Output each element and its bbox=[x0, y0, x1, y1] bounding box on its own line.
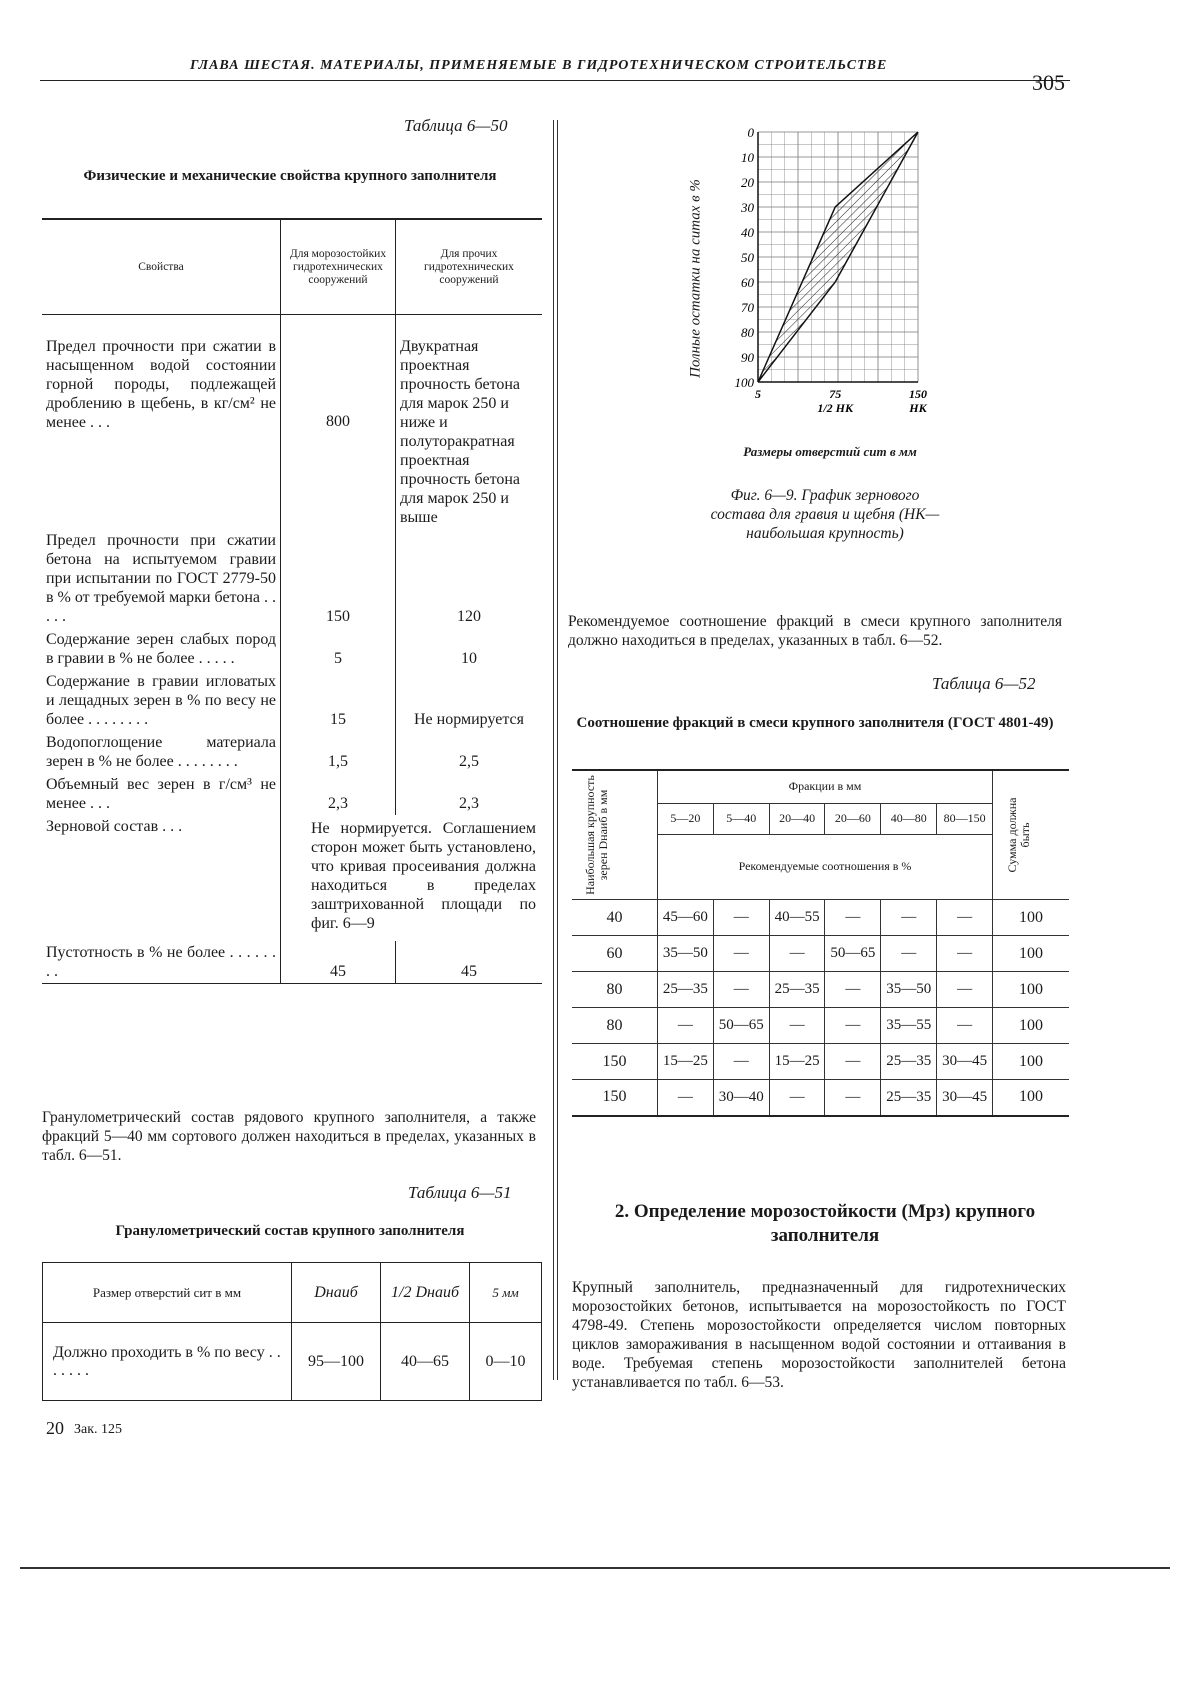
table52-cell: 35—50 bbox=[881, 972, 937, 1008]
table51-header-dmax: Dнаиб bbox=[292, 1263, 381, 1323]
table50-prop: Пустотность в % не более . . . . . . . . bbox=[42, 941, 281, 984]
table52-cell: 25—35 bbox=[881, 1044, 937, 1080]
table52-cell: — bbox=[881, 900, 937, 936]
table-row bbox=[572, 972, 1069, 1008]
table52-cell: 30—45 bbox=[937, 1080, 993, 1116]
x-tick-label: 150 bbox=[909, 387, 927, 401]
table52-cell: 25—35 bbox=[881, 1080, 937, 1116]
footer-order: Зак. 125 bbox=[74, 1422, 123, 1437]
header-rule bbox=[40, 80, 1070, 81]
table52-cell: 25—35 bbox=[769, 972, 825, 1008]
table50-prop: Зерновой состав . . . bbox=[42, 815, 281, 941]
table52-header-dmax: Наибольшая крупность зерен Dнаиб в мм bbox=[583, 775, 610, 895]
table52-sum: 100 bbox=[993, 972, 1070, 1008]
table52-cell: 35—55 bbox=[881, 1008, 937, 1044]
table52-cell: — bbox=[658, 1008, 714, 1044]
table52-cell: — bbox=[825, 1044, 881, 1080]
table-row bbox=[572, 900, 1069, 936]
table50-value-b: 45 bbox=[396, 941, 543, 984]
table-row bbox=[572, 1080, 1069, 1116]
table52-sum: 100 bbox=[993, 936, 1070, 972]
table-row bbox=[42, 773, 542, 815]
table50-header-frost: Для морозостойких гидротехнических сооружений bbox=[281, 219, 396, 315]
table50-value-b: 10 bbox=[461, 650, 477, 667]
table52-cell: 50—65 bbox=[825, 936, 881, 972]
table52-header-sum: Сумма должна быть bbox=[1005, 797, 1032, 873]
table50-value-a: 800 bbox=[281, 315, 396, 530]
table52-dmax: 80 bbox=[572, 1008, 658, 1044]
bottom-rule bbox=[20, 1567, 1170, 1569]
table52-cell: — bbox=[937, 1008, 993, 1044]
table52 bbox=[572, 769, 1069, 1117]
table52-cell: — bbox=[769, 936, 825, 972]
table52-cell: 15—25 bbox=[658, 1044, 714, 1080]
table-row bbox=[572, 1044, 1069, 1080]
table-row bbox=[42, 628, 542, 670]
y-tick-label: 40 bbox=[741, 225, 754, 240]
table52-sum: 100 bbox=[993, 1008, 1070, 1044]
table50-header-prop: Свойства bbox=[42, 219, 281, 315]
table52-dmax: 40 bbox=[572, 900, 658, 936]
table-row bbox=[42, 731, 542, 773]
table52-fraction: 20—40 bbox=[769, 803, 825, 834]
table50-value-a: 5 bbox=[281, 628, 396, 670]
x-axis-title-text: Размеры отверстий сит в мм bbox=[743, 444, 917, 459]
table52-fraction: 5—20 bbox=[658, 803, 714, 834]
table52-cell: — bbox=[825, 972, 881, 1008]
column-divider bbox=[553, 120, 558, 1380]
y-tick-label: 90 bbox=[741, 350, 754, 365]
table52-cell: — bbox=[825, 900, 881, 936]
table-row bbox=[42, 815, 542, 941]
paragraph-granulometry: Гранулометрический состав рядового крупного заполнителя, а также фракций 5—40 мм сортового должен находиться в пределах, указанных в табл. 6—51. bbox=[42, 1109, 536, 1164]
y-tick-label: 100 bbox=[734, 375, 754, 390]
page-number: 305 bbox=[1032, 70, 1065, 95]
table52-body bbox=[572, 900, 1069, 1116]
table52-cell: — bbox=[825, 1008, 881, 1044]
table-row bbox=[572, 1008, 1069, 1044]
table51-cell: 95—100 bbox=[292, 1323, 381, 1401]
table52-caption: Таблица 6—52 bbox=[932, 674, 1036, 693]
table52-dmax: 80 bbox=[572, 972, 658, 1008]
table51-row-label: Должно проходить в % по весу . . . . . . . bbox=[43, 1323, 292, 1401]
table52-fraction: 5—40 bbox=[713, 803, 769, 834]
y-tick-label: 30 bbox=[741, 200, 754, 215]
x-tick-label: 1/2 НК bbox=[817, 401, 854, 415]
table-row bbox=[42, 529, 542, 628]
x-tick-label: НК bbox=[909, 401, 927, 415]
table52-sum: 100 bbox=[993, 1080, 1070, 1116]
table51-title: Гранулометрический состав крупного заполнителя bbox=[115, 1223, 465, 1239]
table-row bbox=[42, 670, 542, 731]
running-head: ГЛАВА ШЕСТАЯ. МАТЕРИАЛЫ, ПРИМЕНЯЕМЫЕ В ГИДРОТЕХНИЧЕСКОМ СТРОИТЕЛЬСТВЕ bbox=[190, 58, 888, 73]
x-tick-label: 5 bbox=[755, 387, 761, 401]
table50-prop: Предел прочности при сжатии в насыщенном водой состоянии горной породы, подлежащей дроблению в щебень, в кг/см² не менее . . . bbox=[42, 315, 281, 530]
table50-prop: Содержание в гравии игловатых и лещадных зерен в % по весу не более . . . . . . . . bbox=[42, 670, 281, 731]
table50-value-merged: Не нормируется. Соглашением сторон может быть установлено, что кривая просеивания должна находиться в пределах заштрихованной площади по фиг. 6—9 bbox=[311, 820, 536, 932]
table-row bbox=[42, 941, 542, 984]
table52-cell: 45—60 bbox=[658, 900, 714, 936]
table52-cell: 30—45 bbox=[937, 1044, 993, 1080]
table52-fraction: 80—150 bbox=[937, 803, 993, 834]
table52-header-sum-cell bbox=[993, 770, 1070, 900]
table50-value-a: 2,3 bbox=[281, 773, 396, 815]
table51-cell: 40—65 bbox=[381, 1323, 470, 1401]
footer-sheet: 20 bbox=[46, 1418, 64, 1438]
y-tick-label: 50 bbox=[741, 250, 754, 265]
table52-fraction: 20—60 bbox=[825, 803, 881, 834]
table50-header-other: Для прочих гидротехнических сооружений bbox=[396, 219, 543, 315]
table52-cell: 30—40 bbox=[713, 1080, 769, 1116]
table52-fraction: 40—80 bbox=[881, 803, 937, 834]
table-row bbox=[572, 936, 1069, 972]
y-axis-title-wrap bbox=[684, 140, 704, 420]
table52-cell: — bbox=[713, 900, 769, 936]
table51-cell: 0—10 bbox=[470, 1323, 542, 1401]
table50-prop: Объемный вес зерен в г/см³ не менее . . . bbox=[42, 773, 281, 815]
paragraph-fractions: Рекомендуемое соотношение фракций в смеси крупного заполнителя должно находиться в пределах, указанных в табл. 6—52. bbox=[568, 613, 1062, 649]
table52-cell: — bbox=[713, 972, 769, 1008]
y-tick-label: 0 bbox=[747, 125, 754, 140]
table50-prop: Предел прочности при сжатии бетона на испытуемом гравии при испытании по ГОСТ 2779-50 в % от требуемой марки бетона . . . . . bbox=[42, 529, 281, 628]
table-row bbox=[42, 315, 542, 530]
table50-prop: Содержание зерен слабых пород в гравии в % не более . . . . . bbox=[42, 628, 281, 670]
table52-cell: — bbox=[769, 1080, 825, 1116]
y-tick-label: 70 bbox=[741, 300, 754, 315]
table50-value-a: 15 bbox=[281, 670, 396, 731]
table51-header-half-dmax: 1/2 Dнаиб bbox=[381, 1263, 470, 1323]
table52-cell: — bbox=[825, 1080, 881, 1116]
table52-cell: 15—25 bbox=[769, 1044, 825, 1080]
table52-cell: 25—35 bbox=[658, 972, 714, 1008]
table52-dmax: 150 bbox=[572, 1044, 658, 1080]
table52-cell: 35—50 bbox=[658, 936, 714, 972]
y-tick-label: 10 bbox=[741, 150, 754, 165]
x-tick-label: 75 bbox=[829, 387, 842, 401]
paragraph-frost: Крупный заполнитель, предназначенный для гидротехнических морозостойких бетонов, испытывается на морозостойкость по ГОСТ 4798-49. Степень морозостойкости определяется числом повторных циклов замораживания в насыщенном водой состоянии и оттаивания в воде. Требуемая степень морозостойкости заполнителей бетона устанавливается по табл. 6—53. bbox=[572, 1279, 1066, 1391]
table50-value-b: 2,3 bbox=[459, 795, 479, 812]
table52-cell: — bbox=[658, 1080, 714, 1116]
table50-value-b: 120 bbox=[457, 608, 481, 625]
table51-header-5mm: 5 мм bbox=[470, 1263, 542, 1323]
y-tick-label: 60 bbox=[741, 275, 754, 290]
table50-value-a: 1,5 bbox=[281, 731, 396, 773]
table52-cell: 50—65 bbox=[713, 1008, 769, 1044]
table52-dmax: 150 bbox=[572, 1080, 658, 1116]
table52-cell: — bbox=[713, 1044, 769, 1080]
table50-title: Физические и механические свойства крупного заполнителя bbox=[83, 168, 497, 184]
table52-cell: — bbox=[937, 936, 993, 972]
figure-caption: Фиг. 6—9. График зернового состава для гравия и щебня (НК—наибольшая крупность) bbox=[710, 487, 940, 542]
table52-header-dmax-cell bbox=[572, 770, 658, 900]
table52-cell: — bbox=[937, 972, 993, 1008]
table52-subhead: Рекомендуемые соотношения в % bbox=[658, 834, 993, 899]
table51-header-sieve: Размер отверстий сит в мм bbox=[43, 1263, 292, 1323]
table52-cell: — bbox=[937, 900, 993, 936]
y-axis-title: Полные остатки на ситах в % bbox=[687, 179, 704, 378]
table50-value-a: 45 bbox=[281, 941, 396, 984]
table52-cell: — bbox=[713, 936, 769, 972]
table52-title: Соотношение фракций в смеси крупного заполнителя (ГОСТ 4801-49) bbox=[576, 715, 1054, 731]
table50-prop: Водопоглощение материала зерен в % не более . . . . . . . . bbox=[42, 731, 281, 773]
table50-value-b: 2,5 bbox=[459, 753, 479, 770]
table50-value-b: Не нормируется bbox=[414, 711, 524, 728]
table50 bbox=[42, 218, 542, 984]
table50-value-b: Двукратная проектная прочность бетона для марок 250 и ниже и полуторакратная проектная прочность бетона для марок 250 и выше bbox=[400, 338, 521, 526]
grain-composition-chart bbox=[700, 120, 940, 475]
table50-value-a: 150 bbox=[281, 529, 396, 628]
table52-sum: 100 bbox=[993, 1044, 1070, 1080]
table52-cell: 40—55 bbox=[769, 900, 825, 936]
table52-cell: — bbox=[769, 1008, 825, 1044]
table51-caption: Таблица 6—51 bbox=[408, 1183, 512, 1202]
table52-dmax: 60 bbox=[572, 936, 658, 972]
table50-caption: Таблица 6—50 bbox=[404, 116, 508, 135]
section-title: 2. Определение морозостойкости (Мрз) крупного заполнителя bbox=[614, 1201, 1036, 1246]
y-tick-label: 20 bbox=[741, 175, 754, 190]
table52-sum: 100 bbox=[993, 900, 1070, 936]
table52-header-group: Фракции в мм bbox=[658, 770, 993, 803]
table51 bbox=[42, 1262, 542, 1401]
table52-cell: — bbox=[881, 936, 937, 972]
y-tick-label: 80 bbox=[741, 325, 754, 340]
